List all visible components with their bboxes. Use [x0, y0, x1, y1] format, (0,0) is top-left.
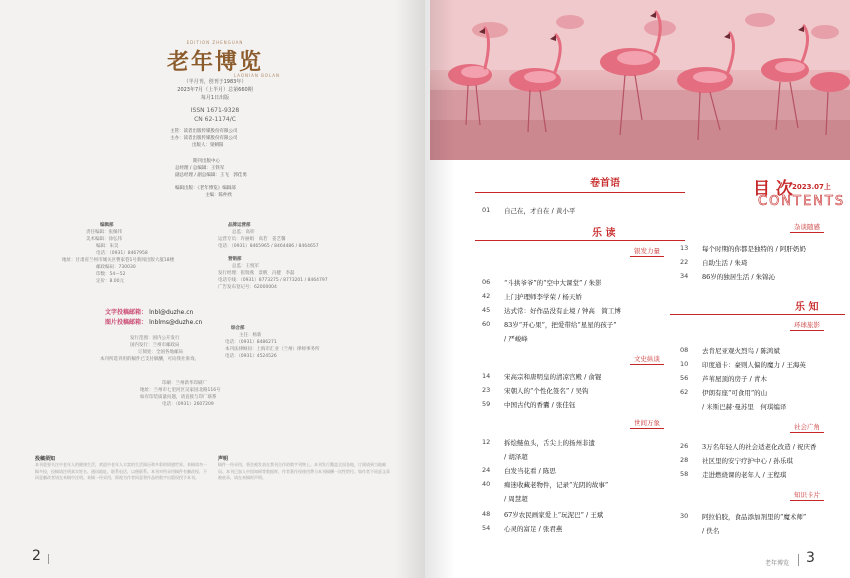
general-dept-heading: 综合部: [231, 326, 245, 331]
toc-title: 上门护理师李学荣 / 杨天娇: [504, 293, 582, 301]
image-submission-line: [105, 318, 202, 328]
toc-author-continuation: / 周慧超: [504, 495, 528, 503]
masthead-tiny-sub: LAONIAN BOLAN: [233, 73, 280, 78]
marketing-line: 发行经理：崔瑞燕 景帆 冯健 李磊: [218, 271, 295, 276]
toc-title: 宋高宗和唐明皇的清凉宫殿 / 俞锟: [504, 373, 602, 381]
toc-entry[interactable]: [482, 206, 575, 215]
marketing-line: 电话专线：（0931）8773275 / 8773201 / 8464797: [218, 278, 328, 283]
toc-title: 67岁农民画家爱上“玩泥巴” / 王斌: [504, 511, 604, 519]
org-line: 主管：读者出版传媒股份有限公司: [170, 129, 238, 134]
printer-line: 印刷：兰州新华印刷厂: [162, 381, 207, 386]
center-line: 编辑出版：《老年博览》编辑部: [175, 186, 236, 191]
image-submission-label: 图片投稿邮箱：: [105, 319, 148, 326]
toc-title: 每个时期的你都是独特的 / 阿肝奶奶: [702, 245, 806, 253]
toc-entry[interactable]: [482, 524, 562, 533]
notice-left-text: 本刊重要关注中老年人的健康生活，欢迎中老年人丰富的生活阅历和多彩的情感世界。来稿请勿一稿多投，投稿请注明真实姓名、通讯地址、联系电话，以便联系。本刊对所采用稿件有删改权，不同意删改者请在来稿中注明。来稿一经采用，即视为作者同意将作品的数字出版权授予本刊。: [35, 462, 207, 480]
toc-page: 24: [482, 466, 491, 474]
submission-block: [105, 308, 202, 328]
editorial-line: 电话：（0931）8467958: [96, 251, 148, 256]
section-lezhi-title: 乐 知: [795, 302, 819, 313]
section-juanshou-title: 卷首语: [590, 178, 620, 189]
general-dept-line: 主任：杨新: [239, 333, 262, 338]
toc-page: 30: [680, 512, 689, 520]
toc-page: 58: [680, 470, 689, 478]
sub-section-huanqiu: 环球旅影: [790, 320, 824, 331]
printer-block: [132, 380, 221, 408]
toc-entry[interactable]: [680, 512, 806, 521]
printer-line: 如有印装质量问题，请直接与印厂联系: [140, 395, 217, 400]
toc-page: 62: [680, 388, 689, 396]
masthead: [150, 40, 280, 124]
footer-divider: [798, 554, 799, 566]
toc-entry[interactable]: [680, 244, 806, 253]
toc-title: 自己在，才自在 / 黄小平: [504, 207, 576, 215]
left-page-number: 2: [32, 548, 41, 564]
notice-right-title: 声明: [218, 456, 229, 462]
toc-title: 86岁的独居生活 / 朱锦沁: [702, 273, 776, 281]
general-dept-line: 电话：（0931）4524526: [225, 354, 277, 359]
toc-page: 23: [482, 386, 491, 394]
toc-entry[interactable]: [680, 470, 786, 479]
notice-left-title: 投稿须知: [35, 456, 56, 462]
toc-page: 08: [680, 346, 689, 354]
section-rule: [670, 314, 845, 315]
toc-title: 走进燃烧课的老年人 / 王程琪: [702, 471, 787, 479]
toc-page: 10: [680, 360, 689, 368]
distribution-line: 本刊所选刊用的稿件已支付稿酬，可向我社垂询。: [100, 357, 199, 362]
org-line: 主办：读者出版传媒股份有限公司: [170, 136, 238, 141]
toc-author-continuation: / 胡泽超: [504, 453, 528, 461]
toc-entry[interactable]: [482, 466, 556, 475]
toc-title: 白发当花看 / 陈思: [504, 467, 556, 475]
toc-entry[interactable]: [482, 386, 588, 395]
center-line: 期刊出版中心: [193, 159, 220, 164]
notice-right-text: 稿件一经采用，将会被发表在我刊合作的数字刊物上。本刊发行覆盖全国各地，订阅请到当地邮局。本刊已加入中国知网等数据库，作者著作权使用费与本刊稿酬一次性给付。如作者不同意文章被收录，请在来稿时声明。: [218, 462, 390, 480]
toc-entry[interactable]: [680, 388, 767, 397]
toc-entry[interactable]: [680, 272, 775, 281]
center-line: 主编：陈仲欣: [205, 193, 232, 198]
toc-page: 12: [482, 438, 491, 446]
toc-title: 社区里的安宁疗护中心 / 孙乐琪: [702, 457, 793, 465]
toc-entry[interactable]: [482, 372, 601, 381]
toc-entry[interactable]: [482, 278, 602, 287]
notice-left: [35, 455, 210, 482]
printer-line: 电话：（0931）2607209: [162, 402, 214, 407]
toc-title: 宋朝人的“个性化签名” / 吴钩: [504, 387, 589, 395]
general-dept-line: 本刊法律顾问：上海市汇业（兰州）律师事务所: [225, 347, 320, 352]
toc-page: 34: [680, 272, 689, 280]
marketing-line: 总监：王悦军: [232, 264, 259, 269]
editorial-line: 邮政编码：730030: [96, 265, 136, 270]
toc-entry[interactable]: [482, 438, 595, 447]
masthead-title: 老年博览: [166, 49, 263, 75]
toc-entry[interactable]: [482, 510, 603, 519]
toc-page: 54: [482, 524, 491, 532]
toc-title: 83岁“开心果”，把爱带给“星星的孩子”: [504, 321, 617, 329]
text-submission-label: 文字投稿邮箱：: [105, 309, 148, 316]
toc-entry[interactable]: [482, 480, 608, 489]
page-number-divider: [48, 554, 49, 564]
toc-page: 56: [680, 374, 689, 382]
toc-entry[interactable]: [680, 456, 793, 465]
notice-right: [218, 455, 393, 482]
toc-entry[interactable]: [482, 320, 617, 329]
toc-entry[interactable]: [482, 306, 621, 315]
toc-title: 拆烩鲢鱼头，舌尖上的扬州非遗: [504, 439, 595, 447]
toc-title: 自助生活 / 朱琦: [702, 259, 748, 267]
editorial-left-block: [62, 222, 174, 285]
sub-section-wenshi: 文史纵谈: [630, 354, 664, 365]
toc-entry[interactable]: [680, 258, 747, 267]
section-rule: [475, 240, 685, 241]
masthead-tiny-top: EDITION ZHENGUAN: [186, 40, 244, 45]
editorial-line: 美术编辑：徐弘伟: [86, 237, 122, 242]
section-yuedu-title: 乐 读: [592, 228, 616, 239]
toc-title: 印度通卡：豪则人偏的魔力 / 王海英: [702, 361, 806, 369]
spine-shadow: [395, 0, 455, 578]
toc-page: 22: [680, 258, 689, 266]
toc-page: 60: [482, 320, 491, 328]
editorial-line: 定价：8.00元: [96, 279, 125, 284]
toc-title: 心灵的富足 / 张君燕: [504, 525, 563, 533]
center-block: [175, 158, 247, 199]
toc-title: 痴迷收藏老物件，记录“光阴的故事”: [504, 481, 609, 489]
text-submission-email[interactable]: lnbl@duzhe.cn: [149, 309, 194, 316]
toc-page: 01: [482, 206, 491, 214]
distribution-line: 订阅处：全国各地邮局: [138, 350, 183, 355]
org-line: 出版人：梁朝阳: [192, 143, 224, 148]
editorial-line: 编辑：朱昊: [96, 244, 119, 249]
sub-section-yinfa: 银发力量: [630, 246, 664, 257]
masthead-frequency: （半月刊，创刊于1983年）: [183, 79, 247, 85]
toc-entry[interactable]: [680, 346, 780, 355]
toc-page: 48: [482, 510, 491, 518]
text-submission-line: [105, 308, 202, 318]
editorial-line: 地址：甘肃省兰州市城关区曹家巷1号新闻出版大厦18楼: [62, 258, 175, 263]
toc-title: 芦苇屋顶的房子 / 青木: [702, 375, 767, 383]
toc-page: 14: [482, 372, 491, 380]
sub-section-zhishi: 知识卡片: [790, 490, 824, 501]
toc-entry[interactable]: [680, 360, 806, 369]
editorial-line: 印数：54—52: [96, 272, 126, 277]
editorial-line: 责任编辑：张佩伟: [86, 230, 122, 235]
toc-entry[interactable]: [482, 400, 575, 409]
toc-page: 13: [680, 244, 689, 252]
toc-page: 26: [680, 442, 689, 450]
toc-page: 42: [482, 292, 491, 300]
toc-issue: 2023.07上: [792, 183, 831, 191]
toc-author-continuation: / 米斯巴赫·曼苏里 何琪编译: [702, 403, 787, 411]
toc-author-continuation: / 严峻峰: [504, 335, 528, 343]
toc-author-continuation: / 佚名: [702, 527, 720, 535]
footer-logo: 老年博览: [765, 560, 790, 567]
general-dept-line: 电话：（0931）8486271: [225, 340, 277, 345]
toc-page: 45: [482, 306, 491, 314]
center-line: 总经理 / 总编辑：王铁军: [175, 166, 225, 171]
masthead-pub-date: 每月1日出版: [200, 95, 230, 101]
editorial-right-block: [218, 222, 328, 291]
flamingo-photo: [430, 0, 850, 160]
distribution-right-block: [225, 325, 320, 360]
distribution-line: 国内发行：兰州市邮政局: [130, 343, 180, 348]
brand-line: 电话：（0931）8465965 / 8464486 / 8464657: [218, 244, 319, 249]
image-submission-email[interactable]: lnblms@duzhe.cn: [149, 319, 203, 326]
toc-page: 06: [482, 278, 491, 286]
toc-page: 59: [482, 400, 491, 408]
table-of-contents: [430, 160, 850, 578]
toc-contents-english: CONTENTS: [758, 194, 846, 209]
brand-line: 总监：高卯: [232, 230, 255, 235]
marketing-heading: 营销部: [228, 257, 242, 262]
sub-section-shijian: 世间万象: [630, 418, 664, 429]
center-line: 副总经理 / 副总编辑：王飞 郭佳勇: [175, 173, 247, 178]
toc-title: “斗拱爷爷”的“空中大课堂” / 朱影: [504, 279, 602, 287]
toc-page: 40: [482, 480, 491, 488]
sub-section-zatan: 杂谈随感: [790, 222, 824, 233]
toc-title: 达式常：好作品没有止境 / 钟高 简工博: [504, 307, 621, 315]
toc-entry[interactable]: [482, 292, 582, 301]
masthead-issue: 2023年7月（上半月）总第660期: [177, 87, 253, 93]
brand-line: 运营专员：许丽娟 高若 姜艺馨: [218, 237, 286, 242]
masthead-issn: ISSN 1671-9328: [190, 107, 240, 114]
toc-title: 去肯尼亚观火烈鸟 / 陈鸿斌: [702, 347, 780, 355]
distribution-line: 发行范围：国内公开发行: [130, 336, 180, 341]
org-block: [170, 128, 238, 149]
sub-section-shehui: 社会广角: [790, 422, 824, 433]
brand-heading: 品牌运营部: [228, 223, 251, 228]
editorial-heading: 编辑部: [100, 223, 114, 228]
toc-title: 伊朗有座“可食用”的山: [702, 389, 768, 397]
toc-title: 阿拉伯胶，食品添加剂里的“魔术师”: [702, 513, 807, 521]
toc-entry[interactable]: [680, 374, 767, 383]
toc-title: 中国古代的香囊 / 张佳钰: [504, 401, 576, 409]
toc-title: 3万名年轻人的社会适老化改造 / 祝庆香: [702, 443, 817, 451]
masthead-cn: CN 62-1174/C: [194, 116, 236, 123]
toc-entry[interactable]: [680, 442, 816, 451]
flamingo-illustration-icon: [430, 0, 850, 160]
right-page-number: 3: [806, 550, 815, 566]
toc-page: 28: [680, 456, 689, 464]
printer-line: 地址：兰州市七里河区吴家园北路116号: [140, 388, 221, 393]
marketing-line: 广告发布登记号：62000004: [218, 285, 277, 290]
distribution-left-block: [100, 335, 199, 363]
section-rule: [475, 192, 685, 193]
toc-title-mulu: 目 次: [753, 179, 793, 199]
